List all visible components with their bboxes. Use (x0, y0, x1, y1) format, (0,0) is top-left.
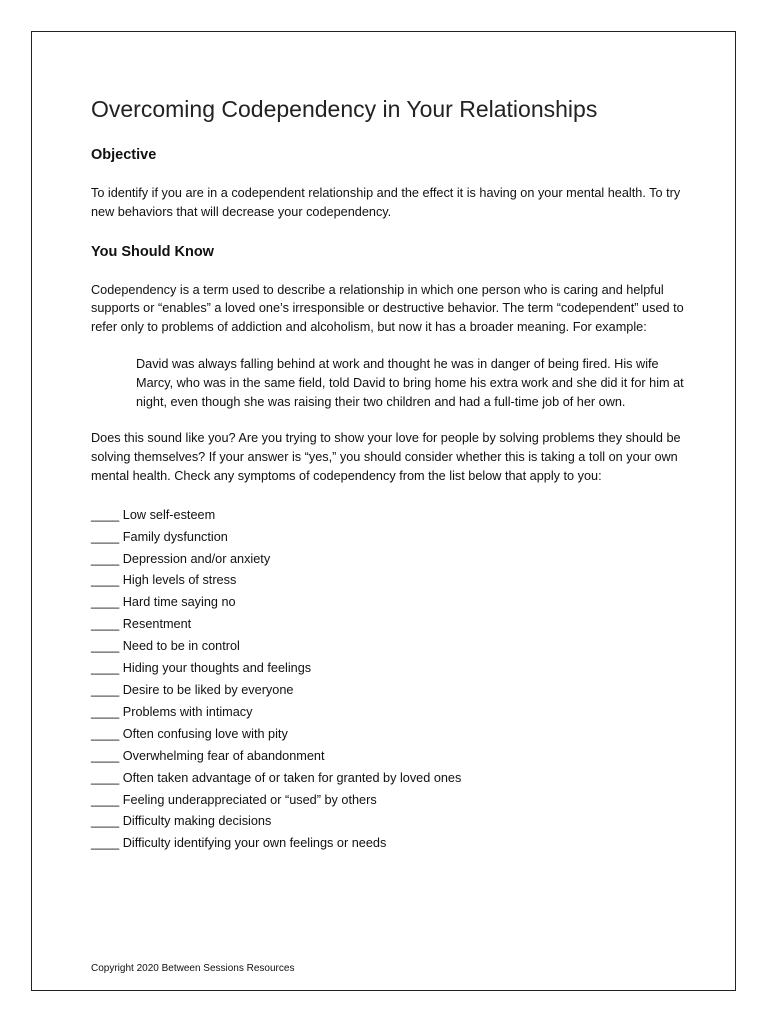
checklist-item[interactable] (91, 833, 691, 855)
checkbox-blank[interactable]: ____ (91, 661, 120, 676)
checklist-item[interactable] (91, 570, 691, 592)
self-check-question: Does this sound like you? Are you trying to show your love for people by solving problems they should be solving themselves? If your answer is “yes,” you should consider whether this is taking a toll on your own mental health. Check any symptoms of codependency from the list below that apply to you: (91, 431, 681, 483)
checklist-item[interactable] (91, 702, 691, 724)
checkbox-blank[interactable]: ____ (91, 792, 120, 807)
checklist-item[interactable] (91, 768, 691, 790)
checklist-item-label: Resentment (122, 617, 192, 632)
checkbox-blank[interactable]: ____ (91, 748, 120, 763)
checklist-item[interactable] (91, 549, 691, 571)
checklist-item[interactable] (91, 811, 691, 833)
checkbox-blank[interactable]: ____ (91, 814, 120, 829)
checklist-item-label: Depression and/or anxiety (122, 551, 271, 566)
checklist-item-label: Hiding your thoughts and feelings (122, 661, 312, 676)
checkbox-blank[interactable]: ____ (91, 595, 120, 610)
objective-text: To identify if you are in a codependent relationship and the effect it is having on your mental health. To try new behaviors that will decrease your codependency. (91, 186, 681, 219)
checklist-item-label: Overwhelming fear of abandonment (122, 748, 325, 763)
checklist-item-label: Difficulty making decisions (122, 814, 272, 829)
checklist-item-label: Difficulty identifying your own feelings or needs (122, 836, 387, 851)
checklist-item[interactable] (91, 592, 691, 614)
checkbox-blank[interactable]: ____ (91, 836, 120, 851)
checklist-item-label: Desire to be liked by everyone (122, 683, 294, 698)
checklist-item-label: Often confusing love with pity (122, 726, 288, 741)
objective-heading: Objective (91, 147, 157, 163)
checklist-item-label: High levels of stress (122, 573, 237, 588)
checkbox-blank[interactable]: ____ (91, 770, 120, 785)
example-quote: David was always falling behind at work and thought he was in danger of being fired. His wife Marcy, who was in the same field, told David to bring home his extra work and she did it for him at night, even though she was raising their two children and had a full-time job of her own. (136, 356, 684, 409)
checklist-item[interactable] (91, 746, 691, 768)
checklist-item[interactable] (91, 527, 691, 549)
checklist-item-label: Need to be in control (122, 639, 240, 654)
checklist-item-label: Problems with intimacy (122, 704, 253, 719)
checkbox-blank[interactable]: ____ (91, 683, 120, 698)
page-content (91, 94, 691, 855)
checkbox-blank[interactable]: ____ (91, 704, 120, 719)
checklist-item-label: Hard time saying no (122, 595, 236, 610)
checkbox-blank[interactable]: ____ (91, 529, 120, 544)
checklist-item-label: Feeling underappreciated or “used” by others (122, 792, 377, 807)
checklist-item[interactable] (91, 505, 691, 527)
checklist-item[interactable] (91, 680, 691, 702)
codependency-intro: Codependency is a term used to describe a relationship in which one person who is caring and helpful supports or “enables” a loved one’s irresponsible or destructive behavior. The term “codependent” used to refer only to problems of addiction and alcoholism, but now it has a broader meaning. For example: (91, 282, 684, 335)
checklist-item-label: Family dysfunction (122, 529, 228, 544)
you-should-know-heading: You Should Know (91, 243, 214, 260)
checkbox-blank[interactable]: ____ (91, 507, 120, 522)
page-title: Overcoming Codependency in Your Relationships (91, 96, 598, 122)
checklist-item[interactable] (91, 658, 691, 680)
checklist-item-label: Often taken advantage of or taken for granted by loved ones (122, 770, 462, 785)
symptom-checklist (91, 505, 691, 856)
checkbox-blank[interactable]: ____ (91, 617, 120, 632)
checkbox-blank[interactable]: ____ (91, 639, 120, 654)
document-page (31, 31, 736, 991)
checkbox-blank[interactable]: ____ (91, 573, 120, 588)
checklist-item[interactable] (91, 614, 691, 636)
checkbox-blank[interactable]: ____ (91, 726, 120, 741)
checklist-item[interactable] (91, 724, 691, 746)
checklist-item-label: Low self-esteem (122, 507, 216, 522)
checklist-item[interactable] (91, 636, 691, 658)
checkbox-blank[interactable]: ____ (91, 551, 120, 566)
checklist-item[interactable] (91, 790, 691, 812)
copyright-footer: Copyright 2020 Between Sessions Resources (91, 963, 295, 974)
